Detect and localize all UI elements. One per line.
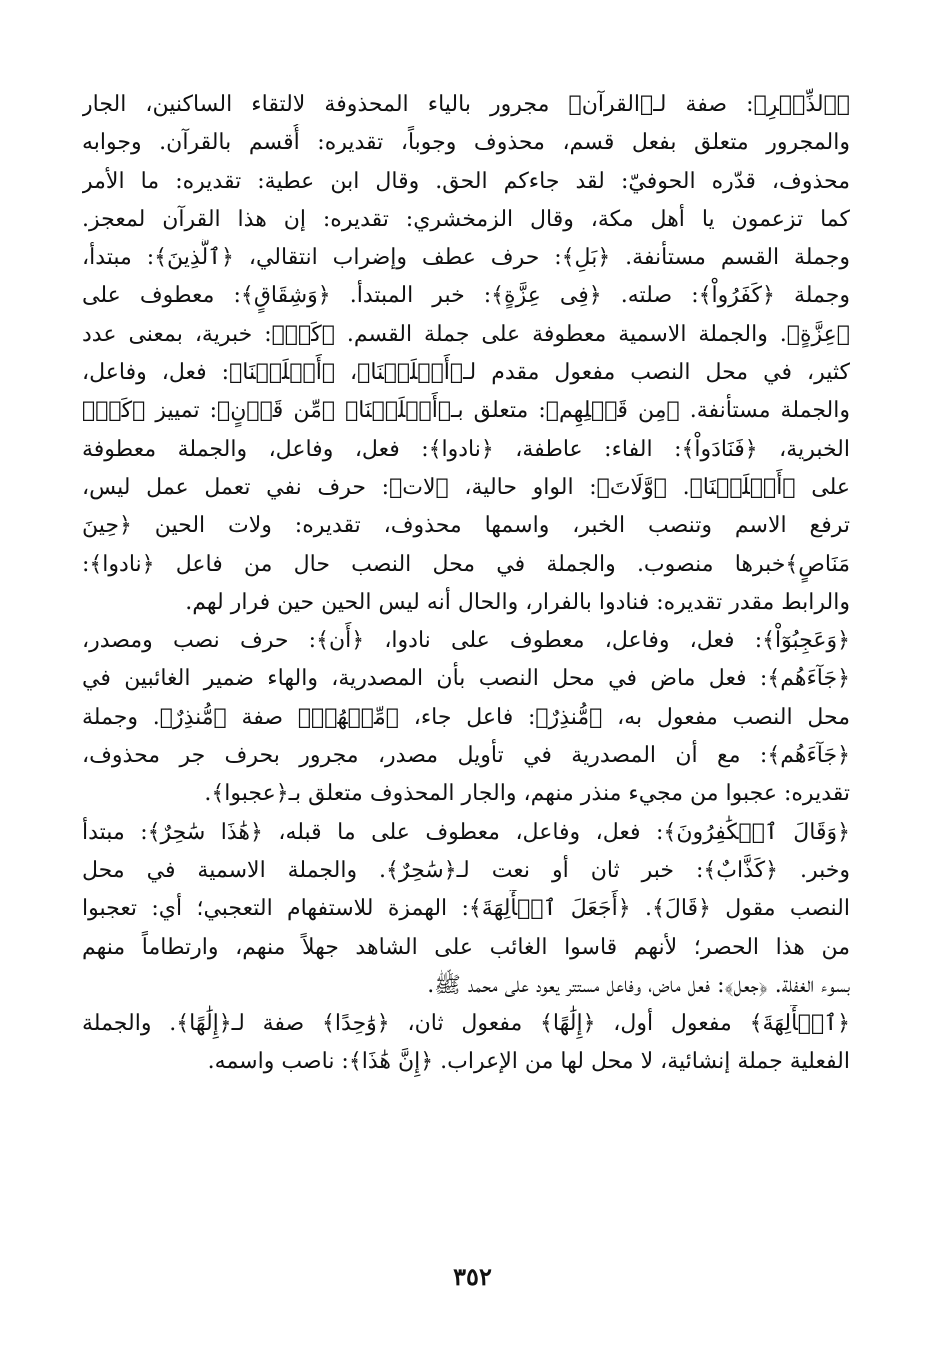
text-line: ﴿ٱلذِّكۡرِ﴾: صفة لـ﴿القرآن﴾ مجرور بالياء المحذوفة لالتقاء الساكنين، الجار (82, 92, 850, 117)
text-line: ﴿ٱلۡأٓلِهَةَ﴾ مفعول أول، ﴿إِلَٰهًا﴾ مفعول ثان، ﴿وَٰحِدًا﴾ صفة لـ﴿إِلَٰهًا﴾. والجملة (82, 1011, 850, 1037)
text-line: وجملة ﴿كَفَرُواْ﴾: صلته. ﴿فِى عِزَّةٍ﴾: خبر المبتدأ. ﴿وَشِقَاقٍ﴾: معطوف على (82, 283, 850, 309)
text-line: كما تزعمون يا أهل مكة، وقال الزمخشري: تقديره: إن هذا القرآن لمعجز. (82, 206, 850, 232)
text-line: الفعلية جملة إنشائية، لا محل لها من الإعراب. ﴿إِنَّ هَٰذَا﴾: ناصب واسمه. (207, 1049, 850, 1075)
text-line: كثير، في محل النصب مفعول مقدم لـ﴿أَهۡلَكۡنَا﴾، ﴿أَهۡلَكۡنَا﴾: فعل، وفاعل، (82, 360, 850, 386)
text-line: ﴿وَقَالَ ٱلۡكَٰفِرُونَ﴾: فعل، وفاعل، معطوف على ما قبله، ﴿هَٰذَا سَٰحِرٌ﴾: مبتدأ (82, 819, 850, 845)
text-line: بسوء الغفلة. ﴿جعل﴾: فعل ماض، وفاعل مستتر يعود على محمد ﷺ. (427, 972, 850, 998)
text-line: من هذا الحصر؛ لأنهم قاسوا الغائب على الشاهد جهلاً منهم، وارتطاماً منهم (82, 934, 850, 960)
text-line: محذوف، قدّره الحوفيّ: لقد جاءكم الحق. وقال ابن عطية: تقديره: ما الأمر (82, 168, 850, 194)
text-line: وجملة القسم مستأنفة. ﴿بَلِ﴾: حرف عطف وإضراب انتقالي، ﴿ٱلَّذِينَ﴾: مبتدأ، (82, 245, 850, 271)
text-line: تقديره: عجبوا من مجيء منذر منهم، والجار المحذوف متعلق بـ﴿عجبوا﴾. (204, 781, 850, 807)
text-line: النصب مقول ﴿قَالَ﴾. ﴿أَجَعَلَ ٱلۡأٓلِهَةَ﴾: الهمزة للاستفهام التعجبي؛ أي: تعجبوا (82, 896, 850, 922)
text-line: ﴿جَآءَهُم﴾: مع أن المصدرية في تأويل مصدر، مجرور بحرف جر محذوف، (82, 743, 850, 769)
text-line: ﴿جَآءَهُم﴾: فعل ماض في محل النصب بأن المصدرية، والهاء ضمير الغائبين في (82, 666, 850, 692)
text-line: والجملة مستأنفة. ﴿مِن قَبۡلِهِم﴾: متعلق بـ﴿أَهۡلَكۡنَا﴾ ﴿مِّن قَرۡنٍ﴾: تمييز ﴿كَمۡ﴾ (82, 398, 850, 424)
text-line: والمجرور متعلق بفعل قسم، محذوف وجوباً، تقديره: أُقسم بالقرآن. وجوابه (82, 130, 850, 156)
body-text (82, 86, 850, 1082)
text-line: ﴿عِزَّةٍ﴾. والجملة الاسمية معطوفة على جملة القسم. ﴿كَمۡ﴾: خبرية، بمعنى عدد (82, 321, 850, 347)
text-line: ترفع الاسم وتنصب الخبر، واسمها محذوف، تقديره: ولات الحين ﴿حِينَ (82, 513, 850, 539)
text-line: والرابط مقدر تقديره: فنادوا بالفرار، والحال أنه ليس الحين حين فرار لهم. (185, 589, 850, 615)
text-line: الخبرية، ﴿فَنَادَواْ﴾: الفاء: عاطفة، ﴿نادوا﴾: فعل، وفاعل، والجملة معطوفة (82, 436, 850, 462)
page-number: ٣٥٢ (453, 1262, 492, 1291)
text-line: وخبر. ﴿كَذَّابٌ﴾: خبر ثان أو نعت لـ﴿سَٰحِرٌ﴾. والجملة الاسمية في محل (82, 857, 850, 883)
text-line: على ﴿أَهۡلَكۡنَا﴾. ﴿وَّلَاتَ﴾: الواو حالية، ﴿لات﴾: حرف نفي تعمل عمل ليس، (82, 474, 850, 500)
text-line: ﴿وَعَجِبُوٓاْ﴾: فعل، وفاعل، معطوف على نادوا، ﴿أَن﴾: حرف نصب ومصدر، (82, 628, 850, 654)
text-line: مَنَاصٍ﴾خبرها منصوب. والجملة في محل النصب حال من فاعل ﴿نادوا﴾: (82, 551, 850, 577)
text-line: محل النصب مفعول به، ﴿مُّنذِرٌ﴾: فاعل جاء، ﴿مِّنۡهُمۡ﴾ صفة ﴿مُّنذِرٌ﴾. وجملة (82, 704, 850, 730)
